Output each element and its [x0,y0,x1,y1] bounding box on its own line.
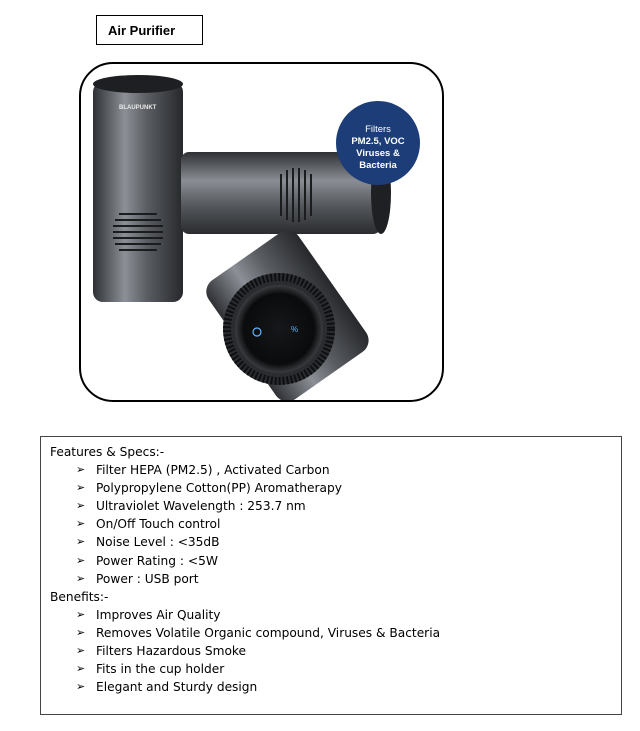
arrowhead-bullet-icon: ➢ [76,607,86,621]
display-readout: % [291,325,299,334]
arrowhead-bullet-icon: ➢ [76,571,86,585]
features-heading: Features & Specs:- [50,445,165,459]
benefits-list [50,606,621,696]
arrowhead-bullet-icon: ➢ [76,644,86,658]
badge-line-2: PM2.5, VOC [351,136,405,147]
feature-item: ➢ Ultraviolet Wavelength : 253.7 nm [50,497,621,515]
arrowhead-bullet-icon: ➢ [76,463,86,477]
arrowhead-bullet-icon: ➢ [76,680,86,694]
product-image-frame [79,62,444,402]
benefit-item: ➢ Filters Hazardous Smoke [50,642,621,660]
benefit-item: ➢ Improves Air Quality [50,606,621,624]
benefits-heading: Benefits:- [50,589,109,604]
vertical-purifier [93,75,183,302]
badge-line-1: Filters [365,124,391,135]
page-title-text: Air Purifier [108,22,176,38]
benefit-item: ➢ Fits in the cup holder [50,660,621,678]
feature-item: ➢ Power Rating : <5W [50,552,621,570]
arrowhead-bullet-icon: ➢ [76,481,86,495]
benefit-item: ➢ Elegant and Sturdy design [50,678,621,696]
features-list [50,461,621,588]
feature-item: ➢ On/Off Touch control [50,515,621,533]
benefit-item: ➢ Removes Volatile Organic compound, Viruses & Bacteria [50,624,621,642]
filter-badge [336,101,420,185]
arrowhead-bullet-icon: ➢ [76,662,86,676]
feature-item: ➢ Polypropylene Cotton(PP) Aromatherapy [50,479,621,497]
product-image [81,64,444,402]
specs-panel [40,436,622,715]
vent-grille [113,214,163,250]
purifier-top-cap [223,273,335,385]
arrowhead-bullet-icon: ➢ [76,553,86,567]
brand-logo: BLAUPUNKT [119,105,157,111]
arrowhead-bullet-icon: ➢ [76,535,86,549]
feature-item: ➢ Filter HEPA (PM2.5) , Activated Carbon [50,461,621,479]
feature-item: ➢ Noise Level : <35dB [50,533,621,551]
badge-line-3: Viruses & [356,148,400,159]
arrowhead-bullet-icon: ➢ [76,517,86,531]
feature-item: ➢ Power : USB port [50,570,621,588]
arrowhead-bullet-icon: ➢ [76,499,86,513]
arrowhead-bullet-icon: ➢ [76,625,86,639]
badge-line-4: Bacteria [359,160,397,171]
page-title [96,15,203,45]
